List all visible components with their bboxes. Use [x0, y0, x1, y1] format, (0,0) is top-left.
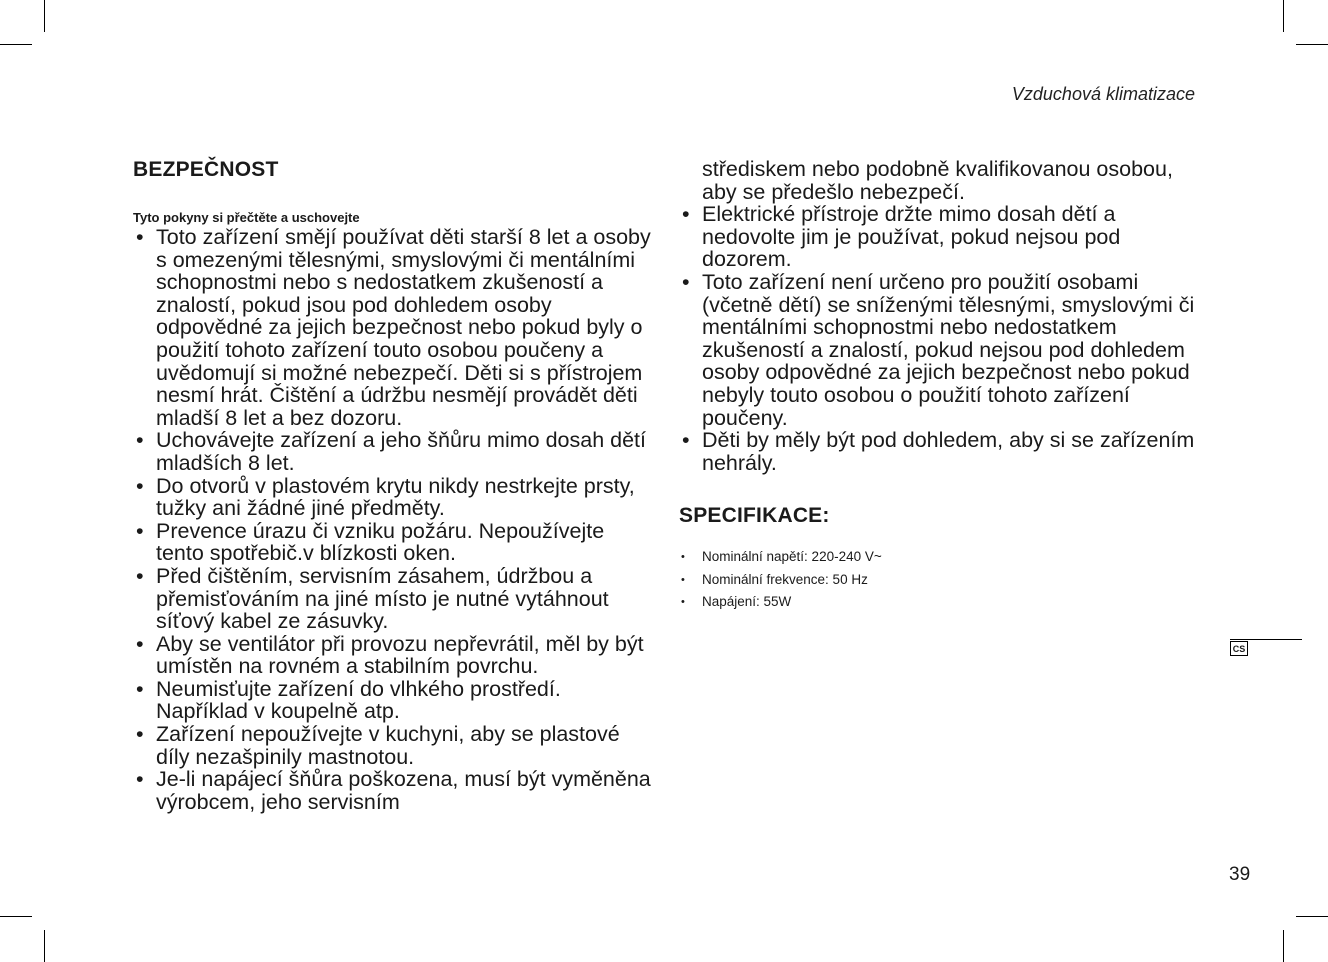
safety-list-continued	[679, 203, 1199, 474]
crop-mark	[1296, 916, 1328, 917]
running-header: Vzduchová klimatizace	[1011, 84, 1195, 104]
crop-mark	[0, 44, 32, 45]
list-item: • Aby se ventilátor při provozu nepřevrátil, měl by být umístěn na rovném a stabilním povrchu.	[133, 633, 653, 678]
crop-mark	[0, 916, 32, 917]
list-item: • Je-li napájecí šňůra poškozena, musí být vyměněna výrobcem, jeho servisním	[133, 768, 653, 813]
list-item: • Uchovávejte zařízení a jeho šňůru mimo dosah dětí mladších 8 let.	[133, 429, 653, 474]
list-item: • Děti by měly být pod dohledem, aby si se zařízením nehrály.	[679, 429, 1199, 474]
crop-mark	[1296, 44, 1328, 45]
spec-item: • Nominální frekvence: 50 Hz	[679, 569, 1199, 592]
spec-heading: SPECIFIKACE:	[679, 504, 830, 528]
list-item: • Toto zařízení není určeno pro použití osobami (včetně dětí) se sníženými tělesnými, smyslovými či mentálními schopnostmi nebo nedostatkem zkušeností a znalostí, pokud nejsou pod dohledem osoby odpovědné za jejich bezpečnost nebo pokud nebyly touto osobou o použití tohoto zařízení poučeny.	[679, 271, 1199, 429]
list-item: • Toto zařízení smějí používat děti starší 8 let a osoby s omezenými tělesnými, smyslovými či mentálními schopnostmi nebo s nedostatkem zkušeností a znalostí, pokud jsou pod dohledem osoby odpovědné za jejich bezpečnost nebo pokud byly o použití tohoto zařízení touto osobou poučeny a uvědomují si možné nebezpečí. Děti si s přístrojem nesmí hrát. Čištění a údržbu nesmějí provádět děti mladší 8 let a bez dozoru.	[133, 226, 653, 429]
safety-heading: BEZPEČNOST	[133, 158, 279, 181]
list-continuation: střediskem nebo podobně kvalifikovanou osobou, aby se předešlo nebezpečí.	[702, 157, 1173, 204]
list-item: • Neumisťujte zařízení do vlhkého prostředí. Například v koupelně atp.	[133, 678, 653, 723]
language-tab-line	[1230, 639, 1302, 640]
safety-subheading: Tyto pokyny si přečtěte a uschovejte	[133, 210, 360, 225]
spec-item: • Napájení: 55W	[679, 591, 1199, 614]
crop-mark	[1283, 0, 1284, 32]
crop-mark	[44, 930, 45, 962]
safety-list	[133, 226, 653, 813]
right-column	[679, 158, 1199, 614]
list-item: • Do otvorů v plastovém krytu nikdy nestrkejte prsty, tužky ani žádné jiné předměty.	[133, 475, 653, 520]
language-badge: CS	[1230, 641, 1248, 656]
crop-mark	[44, 0, 45, 32]
left-column	[133, 158, 653, 813]
list-item: • Zařízení nepoužívejte v kuchyni, aby se plastové díly nezašpinily mastnotou.	[133, 723, 653, 768]
list-item: • Před čištěním, servisním zásahem, údržbou a přemisťováním na jiné místo je nutné vytáhnout síťový kabel ze zásuvky.	[133, 565, 653, 633]
list-item: • Prevence úrazu či vzniku požáru. Nepoužívejte tento spotřebič.v blízkosti oken.	[133, 520, 653, 565]
list-item: • Elektrické přístroje držte mimo dosah dětí a nedovolte jim je používat, pokud nejsou pod dozorem.	[679, 203, 1199, 271]
crop-mark	[1283, 930, 1284, 962]
spec-list	[679, 546, 1199, 614]
page-number: 39	[1229, 864, 1251, 885]
spec-item: • Nominální napětí: 220-240 V~	[679, 546, 1199, 569]
